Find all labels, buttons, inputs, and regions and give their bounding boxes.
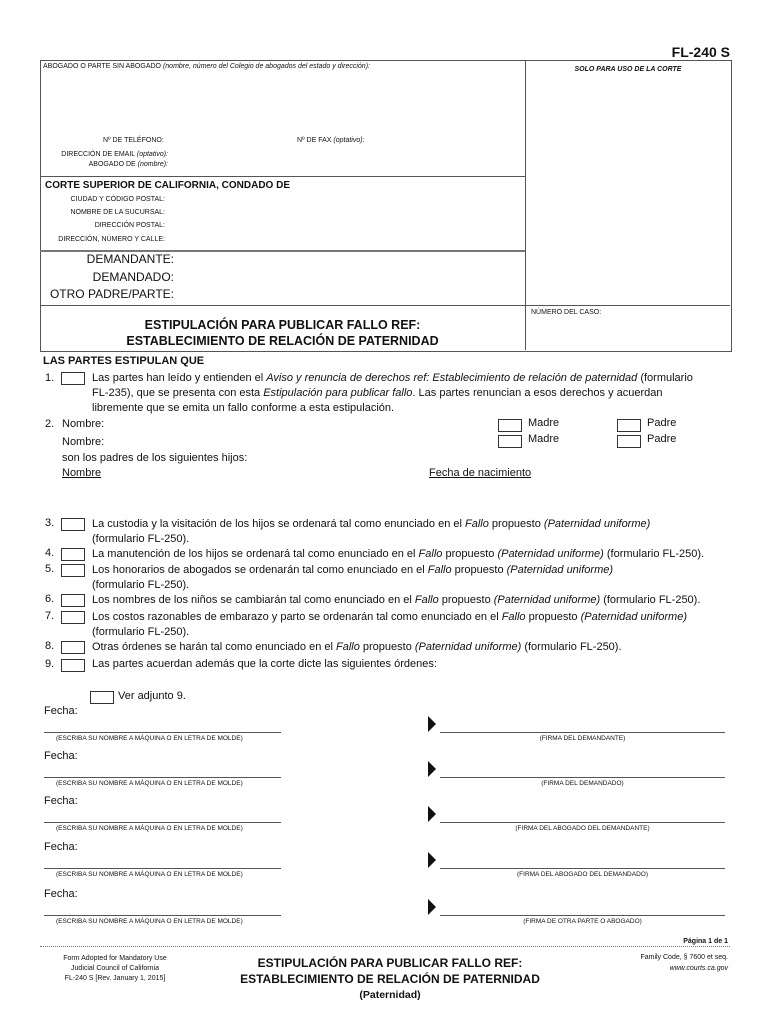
date-label: Fecha: (44, 795, 78, 807)
court-field-branch: NOMBRE DE LA SUCURSAL: (70, 209, 165, 216)
signature-input[interactable] (440, 760, 725, 777)
respondent-label: DEMANDADO: (92, 270, 174, 284)
form-id: FL-240 S (671, 44, 730, 60)
court-field-street: DIRECCIÓN, NÚMERO Y CALLE: (58, 236, 165, 243)
printed-name-input[interactable] (44, 856, 281, 868)
date-input[interactable] (82, 705, 282, 718)
form-adopted: Form Adopted for Mandatory Use Judicial Council of California FL-240 S [Rev. January 1, 2015] (63, 955, 167, 982)
item6-checkbox[interactable] (61, 594, 85, 607)
form-title: ESTIPULACIÓN PARA PUBLICAR FALLO REF: ESTABLECIMIENTO DE RELACIÓN DE PATERNIDAD (126, 318, 439, 348)
printed-name-label: (ESCRIBA SU NOMBRE A MÁQUINA O EN LETRA DE MOLDE) (56, 780, 243, 787)
date-label: Fecha: (44, 705, 78, 717)
printed-name-label: (ESCRIBA SU NOMBRE A MÁQUINA O EN LETRA DE MOLDE) (56, 918, 243, 925)
item-number: 1. (45, 372, 55, 384)
signature-label: (FIRMA DEL DEMANDADO) (541, 780, 624, 787)
footer-code: Family Code, § 7600 et seq. www.courts.ca.gov (640, 954, 728, 972)
item4-text: La manutención de los hijos se ordenará tal como enunciado en el Fallo propuesto (Paternidad uniforme) (formulario FL-250). (92, 548, 705, 560)
court-title: CORTE SUPERIOR DE CALIFORNIA, CONDADO DE (45, 180, 291, 191)
item-number: 4. (45, 547, 55, 559)
printed-name-input[interactable] (44, 903, 281, 915)
court-field-city: CIUDAD Y CÓDIGO POSTAL: (70, 196, 165, 203)
father-label: Padre (647, 417, 677, 429)
item-number: 5. (45, 563, 55, 575)
printed-name-label: (ESCRIBA SU NOMBRE A MÁQUINA O EN LETRA DE MOLDE) (56, 825, 243, 832)
name1-input[interactable] (110, 416, 490, 429)
sign-here-arrow-icon (428, 852, 436, 868)
petitioner-label: DEMANDANTE: (86, 252, 174, 266)
date-input[interactable] (82, 795, 282, 808)
item8-text: Otras órdenes se harán tal como enunciado en el Fallo propuesto (Paternidad uniforme) (formulario FL-250). (92, 641, 622, 653)
item9-text: Las partes acuerdan además que la corte dicte las siguientes órdenes: (92, 658, 437, 670)
mother-label: Madre (528, 417, 560, 429)
footer-title: ESTIPULACIÓN PARA PUBLICAR FALLO REF: ESTABLECIMIENTO DE RELACIÓN DE PATERNIDAD (Paternidad) (240, 956, 540, 1001)
fax-label: Nº DE FAX (optativo): (297, 137, 365, 144)
item-number: 3. (45, 517, 55, 529)
item-number: 7. (45, 610, 55, 622)
attachment-9-label: Ver adjunto 9. (118, 690, 186, 702)
name2-label: Nombre: (62, 436, 105, 448)
item7-text: Los costos razonables de embarazo y parto se ordenarán tal como enunciado en el Fallo propuesto (Paternidad uniforme) (formulario FL-250). (92, 611, 687, 638)
date-label: Fecha: (44, 750, 78, 762)
case-number-input[interactable] (531, 320, 726, 346)
courts-link[interactable]: www.courts.ca.gov (669, 965, 728, 972)
item1-checkbox[interactable] (61, 372, 85, 385)
item3-text: La custodia y la visitación de los hijos se ordenará tal como enunciado en el Fallo propuesto (Paternidad uniforme) (formulario FL-250). (92, 518, 651, 545)
attorney-for-label: ABOGADO DE (nombre): (88, 161, 168, 168)
signature-input[interactable] (440, 805, 725, 822)
child-dob-header: Fecha de nacimiento (429, 467, 532, 479)
mother-label: Madre (528, 433, 560, 445)
signature-input[interactable] (440, 898, 725, 915)
printed-name-input[interactable] (44, 810, 281, 822)
item9-checkbox[interactable] (61, 659, 85, 672)
sign-here-arrow-icon (428, 716, 436, 732)
item5-checkbox[interactable] (61, 564, 85, 577)
printed-name-input[interactable] (44, 720, 281, 732)
sign-here-arrow-icon (428, 761, 436, 777)
printed-name-label: (ESCRIBA SU NOMBRE A MÁQUINA O EN LETRA DE MOLDE) (56, 871, 243, 878)
item4-checkbox[interactable] (61, 548, 85, 561)
father-label: Padre (647, 433, 677, 445)
signature-input[interactable] (440, 851, 725, 868)
case-number-label: NÚMERO DEL CASO: (531, 309, 602, 316)
date-input[interactable] (82, 750, 282, 763)
item-number: 6. (45, 593, 55, 605)
name2-father-checkbox[interactable] (617, 435, 641, 448)
date-label: Fecha: (44, 841, 78, 853)
email-label: DIRECCIÓN DE EMAIL (optativo): (61, 151, 168, 158)
signature-label: (FIRMA DEL ABOGADO DEL DEMANDANTE) (515, 825, 650, 832)
attorney-label: ABOGADO O PARTE SIN ABOGADO (nombre, número del Colegio de abogados del estado y dirección): (43, 63, 370, 70)
item7-checkbox[interactable] (61, 611, 85, 624)
children-label: son los padres de los siguientes hijos: (62, 452, 248, 464)
name1-father-checkbox[interactable] (617, 419, 641, 432)
phone-label: Nº DE TELÉFONO: (103, 137, 164, 144)
item6-text: Los nombres de los niños se cambiarán tal como enunciado en el Fallo propuesto (Paternidad uniforme) (formulario FL-250). (92, 594, 701, 606)
date-input[interactable] (82, 888, 282, 901)
phone-input[interactable] (170, 134, 280, 146)
other-parent-label: OTRO PADRE/PARTE: (49, 287, 174, 301)
date-label: Fecha: (44, 888, 78, 900)
name2-input[interactable] (110, 434, 490, 447)
attachment-9-checkbox[interactable] (90, 691, 114, 704)
signature-label: (FIRMA DE OTRA PARTE O ABOGADO) (523, 918, 642, 925)
court-field-mailing: DIRECCIÓN POSTAL: (94, 222, 165, 229)
item-number: 9. (45, 658, 55, 670)
item-number: 8. (45, 640, 55, 652)
children-input[interactable] (62, 484, 722, 506)
name1-label: Nombre: (62, 418, 105, 430)
item5-text: Los honorarios de abogados se ordenarán tal como enunciado en el Fallo propuesto (Paternidad uniforme) (formulario FL-250). (92, 564, 614, 591)
court-use-label: SOLO PARA USO DE LA CORTE (574, 66, 682, 73)
signature-input[interactable] (440, 715, 725, 732)
name1-mother-checkbox[interactable] (498, 419, 522, 432)
attorney-input[interactable] (43, 80, 521, 132)
sign-here-arrow-icon (428, 899, 436, 915)
name2-mother-checkbox[interactable] (498, 435, 522, 448)
item-number: 2. (45, 418, 55, 430)
printed-name-label: (ESCRIBA SU NOMBRE A MÁQUINA O EN LETRA DE MOLDE) (56, 735, 243, 742)
item8-checkbox[interactable] (61, 641, 85, 654)
printed-name-input[interactable] (44, 765, 281, 777)
sign-here-arrow-icon (428, 806, 436, 822)
stipulate-heading: LAS PARTES ESTIPULAN QUE (43, 355, 205, 367)
item1-text: Las partes han leído y entienden el Aviso y renuncia de derechos ref: Establecimiento de relación de paternidad (formulario FL-235), que se presenta con esta Estipulación para publicar fallo. Las partes renuncian a esos derechos y acuerdan libremente que se emita un fallo conforme a esta estipulación. (92, 372, 693, 414)
signature-label: (FIRMA DEL ABOGADO DEL DEMANDADO) (517, 871, 648, 878)
child-name-header: Nombre (62, 467, 102, 479)
date-input[interactable] (82, 841, 282, 854)
page-number: Página 1 de 1 (683, 938, 728, 945)
signature-label: (FIRMA DEL DEMANDANTE) (539, 735, 626, 742)
item3-checkbox[interactable] (61, 518, 85, 531)
